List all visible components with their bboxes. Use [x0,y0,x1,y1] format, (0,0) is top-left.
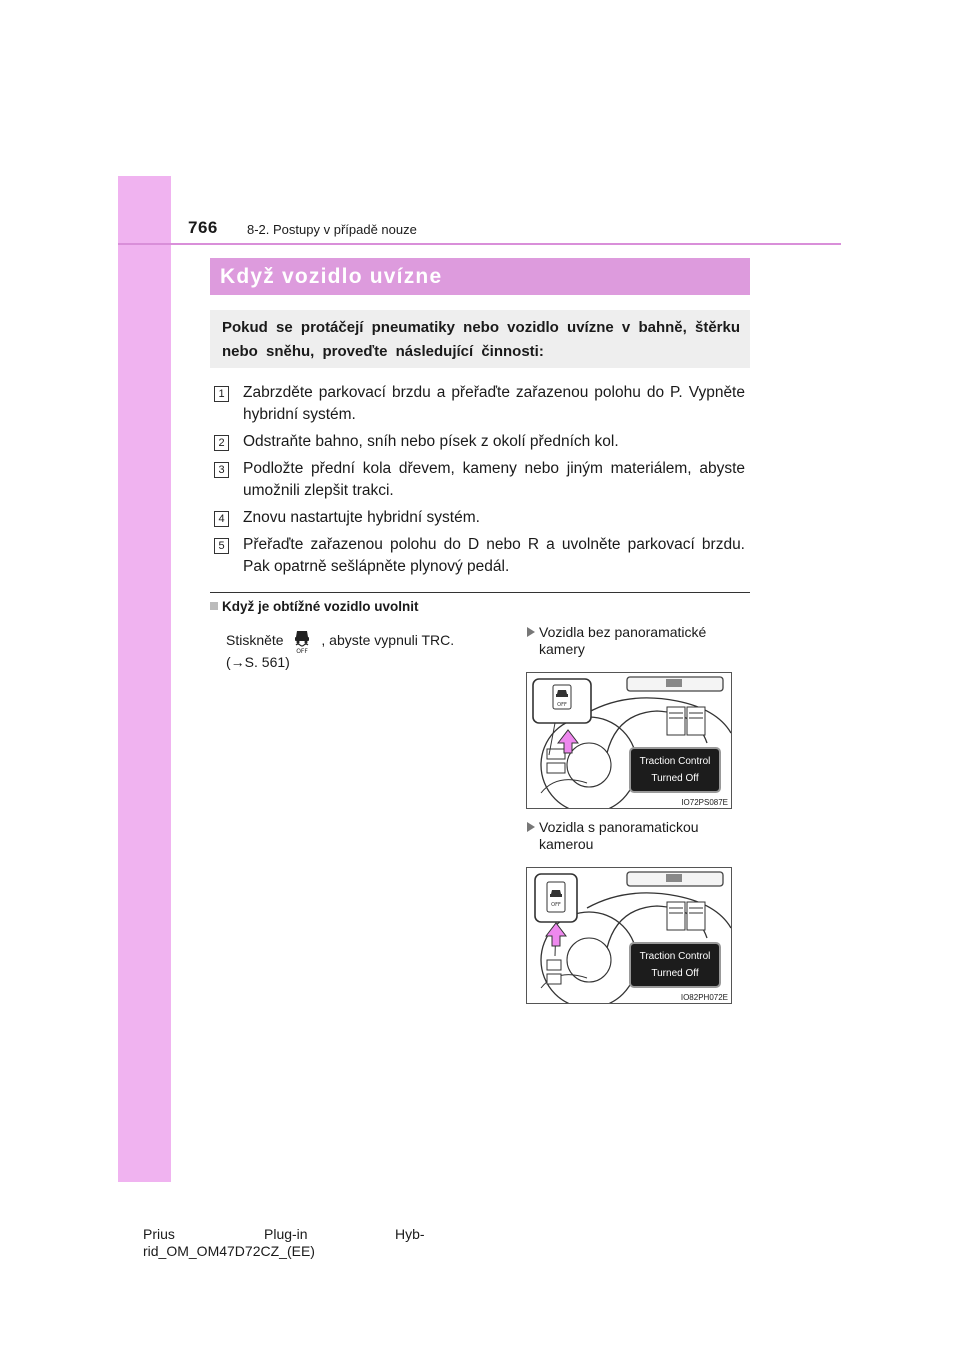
step-text: Odstraňte bahno, sníh nebo písek z okolí předních kol. [243,433,619,450]
section-title: Když vozidlo uvízne [210,258,750,295]
dashboard-illustration [526,867,732,1004]
step-text: Přeřaďte zařazenou polohu do D nebo R a uvolněte parkovací brzdu. Pak opatrně sešlápněte plynový pedál. [243,536,745,575]
header-rule [118,243,841,245]
press-instruction: Stiskněte OFF , abyste vypnuli TRC. [226,628,454,654]
intro-box [210,310,750,368]
step-item [214,534,745,578]
svg-text:OFF: OFF [296,648,309,654]
variant-label: Vozidla s panoramatickou kamerou [527,819,699,853]
trc-off-button-icon [289,628,315,654]
step-text: Podložte přední kola dřevem, kameny nebo jiným materiálem, abyste umožnili zlepšit trakci. [243,460,745,499]
footer: Prius Plug-in Hyb- rid_OM_OM47D72CZ_(EE) [143,1226,425,1259]
step-number: 1 [214,386,229,402]
step-list [214,382,745,583]
section-path: 8-2. Postupy v případě nouze [247,222,417,237]
step-item [214,458,745,502]
page-reference: (→S. 561) [226,654,290,670]
step-number: 2 [214,435,229,451]
svg-text:OFF: OFF [551,902,561,908]
triangle-bullet-icon [527,822,535,832]
step-number: 4 [214,511,229,527]
triangle-bullet-icon [527,627,535,637]
svg-text:OFF: OFF [557,702,567,708]
traction-control-display: Traction Control Turned Off [629,942,721,988]
variant-label: Vozidla bez panoramatické kamery [527,624,706,658]
illustration-code: IO82PH072E [680,993,728,1002]
step-text: Zabrzděte parkovací brzdu a přeřaďte zařazenou polohu do P. Vypněte hybridní systém. [243,384,745,423]
step-item [214,382,745,426]
illustration-code: IO72PS087E [681,798,728,807]
page-number: 766 [188,218,218,237]
section-divider [210,592,750,593]
step-number: 3 [214,462,229,478]
step-item [214,431,745,453]
step-item [214,507,745,529]
dashboard-illustration [526,672,732,809]
step-text: Znovu nastartujte hybridní systém. [243,509,480,526]
note-heading: Když je obtížné vozidlo uvolnit [210,599,419,614]
square-bullet-icon [210,602,218,610]
chapter-sidebar-tab [118,176,171,1182]
intro-text: Pokud se protáčejí pneumatiky nebo vozidlo uvízne v bahně, štěrku nebo sněhu, proveďte následující činnosti: [222,319,740,360]
step-number: 5 [214,538,229,554]
traction-control-display: Traction Control Turned Off [629,747,721,793]
